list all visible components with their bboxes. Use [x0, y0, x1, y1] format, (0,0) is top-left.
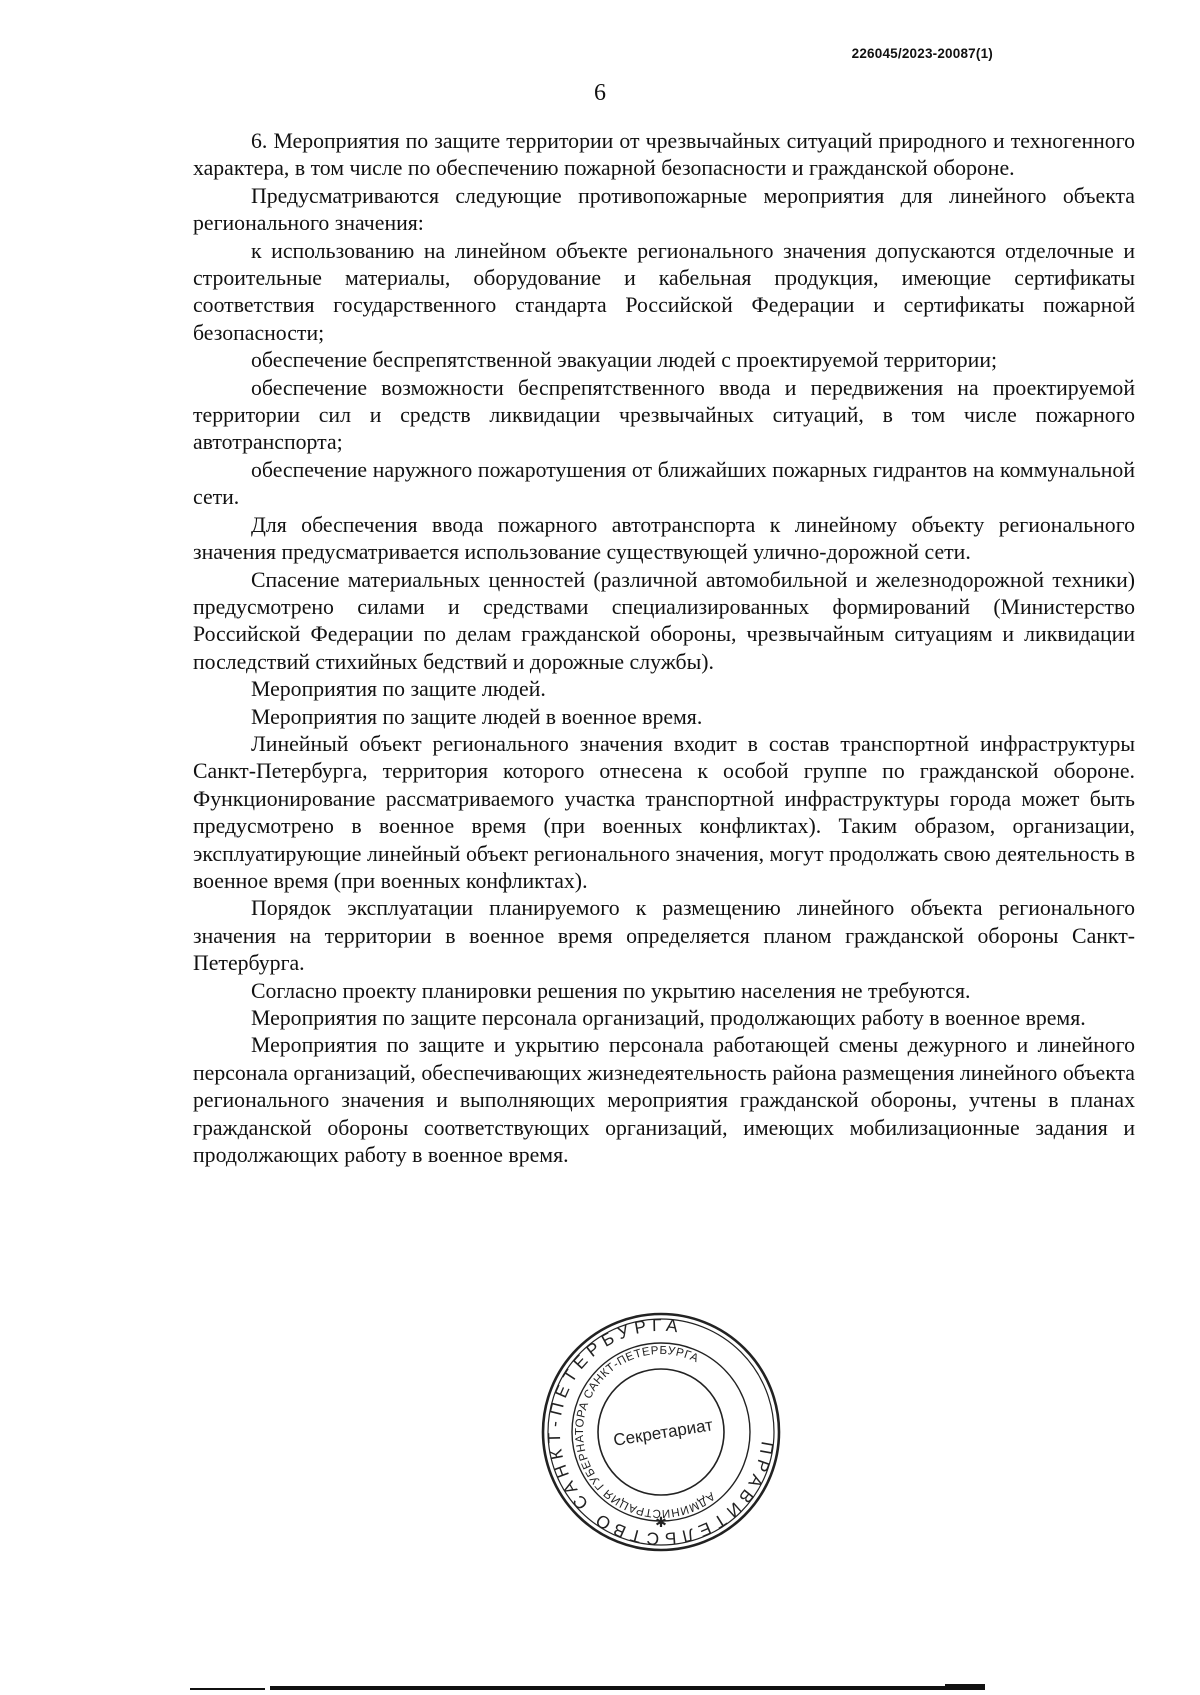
document-body: [193, 128, 1135, 1169]
paragraph: Для обеспечения ввода пожарного автотранспорта к линейному объекту регионального значения предусматривается использование существующей улично-дорожной сети.: [193, 512, 1135, 565]
paragraph: Согласно проекту планировки решения по укрытию населения не требуются.: [251, 978, 971, 1003]
document-number: 226045/2023-20087(1): [851, 46, 993, 61]
seal-star-icon: ✱: [655, 1516, 667, 1531]
seal-center-text: Секретариат: [612, 1415, 715, 1450]
footer-rule: [270, 1686, 970, 1690]
page-number: 6: [594, 80, 606, 106]
paragraph: Порядок эксплуатации планируемого к размещению линейного объекта регионального значения на территории в военное время определяется планом гражданской обороны Санкт-Петербурга.: [193, 896, 1135, 976]
paragraph: Предусматриваются следующие противопожарные мероприятия для линейного объекта регионального значения:: [193, 183, 1135, 236]
paragraph: к использованию на линейном объекте регионального значения допускаются отделочные и строительные материалы, оборудование и кабельная продукция, имеющие сертификаты соответствия государственного стандарта Российской Федерации и сертификаты пожарной безопасности;: [193, 238, 1135, 345]
paragraph: 6. Мероприятия по защите территории от чрезвычайных ситуаций природного и техногенного характера, в том числе по обеспечению пожарной безопасности и гражданской обороне.: [193, 129, 1135, 181]
paragraph: Мероприятия по защите персонала организаций, продолжающих работу в военное время.: [251, 1006, 1086, 1030]
paragraph: Спасение материальных ценностей (различной автомобильной и железнодорожной техники) предусмотрено силами и средствами специализированных формирований (Министерство Российской Федерации по делам гражданской обороны, чрезвычайным ситуациям и ликвидации последствий стихийных бедствий и дорожные службы).: [193, 567, 1135, 674]
paragraph: Линейный объект регионального значения входит в состав транспортной инфраструктуры Санкт-Петербурга, территория которого отнесена к особой группе по гражданской обороне. Функционирование рассматриваемого участка транспортной инфраструктуры города может быть предусмотрено в военное время (при военных конфликтах). Таким образом, организации, эксплуатирующие линейный объект регионального значения, могут продолжать свою деятельность в военное время (при военных конфликтах).: [193, 731, 1135, 893]
paragraph: обеспечение наружного пожаротушения от ближайших пожарных гидрантов на коммунальной сети.: [193, 457, 1135, 510]
paragraph: обеспечение возможности беспрепятственного ввода и передвижения на проектируемой территории сил и средств ликвидации чрезвычайных ситуаций, в том числе пожарного автотранспорта;: [193, 375, 1135, 455]
seal-inner-text: АДМИНИСТРАЦИЯ ГУБЕРНАТОРА САНКТ-ПЕТЕРБУРГА: [572, 1343, 718, 1521]
paragraph: Мероприятия по защите людей.: [251, 677, 546, 702]
paragraph: Мероприятия по защите и укрытию персонала работающей смены дежурного и линейного персонала организаций, обеспечивающих жизнедеятельность района размещения линейного объекта регионального значения и выполняющих мероприятия гражданской обороны, учтены в планах гражданской обороны соответствующих организаций, имеющих мобилизационные задания и продолжающих работу в военное время.: [193, 1033, 1135, 1168]
official-seal-stamp: [540, 1311, 782, 1553]
footer-rule: [945, 1684, 985, 1690]
seal-outer-text: ПРАВИТЕЛЬСТВО САНКТ-ПЕТЕРБУРГА: [543, 1314, 778, 1550]
footer-rule: [190, 1688, 265, 1690]
paragraph: Мероприятия по защите людей в военное время.: [251, 704, 703, 729]
paragraph: обеспечение беспрепятственной эвакуации людей с проектируемой территории;: [251, 348, 998, 373]
